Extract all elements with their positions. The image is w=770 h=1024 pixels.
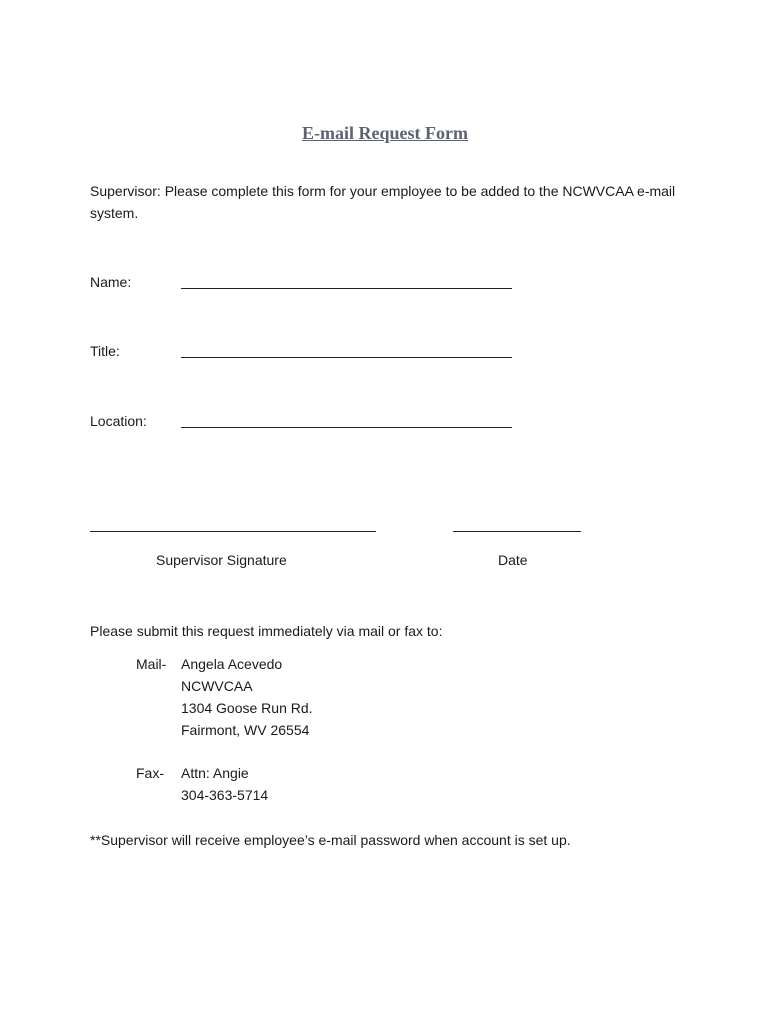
location-label: Location: bbox=[90, 413, 147, 429]
mail-line: 1304 Goose Run Rd. bbox=[181, 700, 313, 716]
fax-line: Attn: Angie bbox=[181, 765, 249, 781]
mail-label: Mail- bbox=[136, 656, 167, 672]
mail-line: NCWVCAA bbox=[181, 678, 253, 694]
form-title: E-mail Request Form bbox=[302, 123, 468, 143]
name-field-line[interactable] bbox=[181, 288, 512, 289]
footnote-text: **Supervisor will receive employee’s e-mail password when account is set up. bbox=[90, 832, 571, 848]
fax-line: 304-363-5714 bbox=[181, 787, 269, 803]
location-field-line[interactable] bbox=[181, 427, 512, 428]
name-label: Name: bbox=[90, 274, 132, 290]
intro-text: Supervisor: Please complete this form for your employee to be added to the NCWVCAA e-mail system. bbox=[90, 183, 676, 221]
title-field-line[interactable] bbox=[181, 357, 512, 358]
supervisor-signature-label: Supervisor Signature bbox=[156, 552, 287, 568]
supervisor-signature-line[interactable] bbox=[90, 531, 376, 532]
mail-line: Fairmont, WV 26554 bbox=[181, 722, 310, 738]
title-label: Title: bbox=[90, 343, 120, 359]
mail-line: Angela Acevedo bbox=[181, 656, 283, 672]
submit-instructions: Please submit this request immediately via mail or fax to: bbox=[90, 623, 443, 639]
fax-label: Fax- bbox=[136, 765, 164, 781]
date-line[interactable] bbox=[453, 531, 581, 532]
date-label: Date bbox=[498, 552, 528, 568]
